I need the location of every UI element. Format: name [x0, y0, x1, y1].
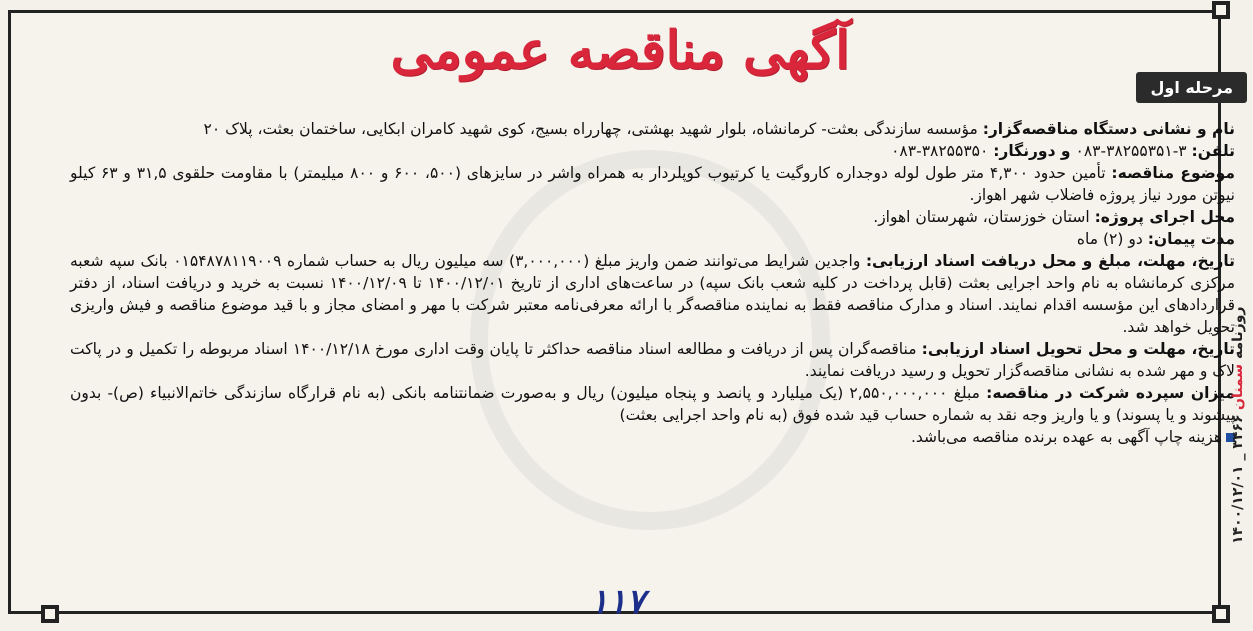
org-line [70, 118, 1235, 140]
submit-line [70, 338, 1235, 382]
subject-label: موضوع مناقصه: [1111, 164, 1235, 182]
newspaper-sidebar [1226, 250, 1250, 600]
phone-line [70, 140, 1235, 162]
paper-brand: سمنان [1230, 363, 1246, 410]
duration-line [70, 228, 1235, 250]
paper-name: روزنامه [1230, 306, 1246, 359]
org-text: مؤسسه سازندگی بعثت- کرمانشاه، بلوار شهید بهشتی، چهارراه بسیج، کوی شهید کامران ابکایی، ساختمان بعثت، پلاک ۲۰ [203, 120, 978, 138]
subject-text: تأمین حدود ۴,۳۰۰ متر طول لوله دوجداره کاروگیت یا کرتیوب کوپلردار به همراه واشر در سایزهای (۵۰۰، ۶۰۰ و ۸۰۰ میلیمتر) با مقاومت حلقوی ۳۱,۵ و ۶۳ کیلو نیوتن مورد نیاز پروژه فاضلاب شهر اهواز. [70, 164, 1235, 204]
docs-label: تاریخ، مهلت، مبلغ و محل دریافت اسناد ارزیابی: [865, 252, 1235, 270]
corner-ornament [1212, 1, 1230, 19]
docs-line [70, 250, 1235, 338]
docs-text: واجدین شرایط می‌توانند ضمن واریز مبلغ (۳,۰۰۰,۰۰۰) سه میلیون ریال به حساب شماره ۰۱۵۴۸۷۸۱۱۹۰۰۹ بانک سپه شعبه مرکزی کرمانشاه به نام واحد اجرایی بعثت (قابل پرداخت در کلیه شعب بانک سپه) در ساعت‌های اداری از تاریخ ۱۴۰۰/۱۲/۰۱ تا ۱۴۰۰/۱۲/۰۹ نسبت به خرید و دریافت اسناد، از دفتر قراردادهای این مؤسسه اقدام نمایند. اسناد و مدارک مناقصه فقط به نماینده مناقصه‌گر با ارائه معرفی‌نامه معتبر شرکت با مهر و امضای مجاز و با قید موضوع مناقصه و فیش واریزی تحویل خواهد شد. [70, 252, 1236, 336]
handwritten-number: ۱۱۷ [590, 582, 645, 622]
corner-ornament [41, 605, 59, 623]
deposit-text: مبلغ ۲,۵۵۰,۰۰۰,۰۰۰ (یک میلیارد و پانصد و پنجاه میلیون) ریال و به‌صورت ضمانتنامه بانکی (به نام قرارگاه سازندگی خاتم‌الانبیاء (ص)- بدون پیشوند و یا پسوند) و یا واریز وجه نقد به شماره حساب قید شده فوق (به نام واحد اجرایی بعثت) [70, 384, 1235, 424]
phone-text: ۳-۳۸۲۵۵۳۵۱-۰۸۳ [1075, 142, 1187, 160]
deposit-line [70, 382, 1235, 426]
location-label: محل اجرای پروژه: [1094, 208, 1235, 226]
corner-ornament [1212, 605, 1230, 623]
cost-text: هزینه چاپ آگهی به عهده برنده مناقصه می‌باشد. [910, 428, 1222, 446]
fax-text: ۳۸۲۵۵۳۵۰-۰۸۳ [891, 142, 989, 160]
phone-label: تلفن: [1191, 142, 1235, 160]
org-label: نام و نشانی دستگاه مناقصه‌گزار: [982, 120, 1235, 138]
duration-label: مدت پیمان: [1147, 230, 1235, 248]
deposit-label: میزان سپرده شرکت در مناقصه: [986, 384, 1235, 402]
submit-label: تاریخ، مهلت و محل تحویل اسناد ارزیابی: [921, 340, 1235, 358]
notice-body [70, 118, 1235, 448]
fax-label: و دورنگار: [993, 142, 1071, 160]
location-text: استان خوزستان، شهرستان اهواز. [873, 208, 1090, 226]
submit-text: مناقصه‌گران پس از دریافت و مطالعه اسناد مناقصه حداکثر تا پایان وقت اداری مورخ ۱۴۰۰/۱۲/۱۸ اسناد مربوطه را تکمیل و در پاکت لاک و مهر شده به نشانی مناقصه‌گزار تحویل و رسید دریافت نمایند. [70, 340, 1235, 380]
duration-text: دو (۲) ماه [1076, 230, 1143, 248]
notice-title: آگهی مناقصه عمومی [390, 20, 850, 81]
location-line [70, 206, 1235, 228]
stage-badge: مرحله اول [1136, 72, 1247, 103]
issue-info: ۳۴۶۶ _ ۱۴۰۰/۱۲/۰۱ [1230, 414, 1246, 544]
cost-line [70, 426, 1235, 448]
subject-line [70, 162, 1235, 206]
